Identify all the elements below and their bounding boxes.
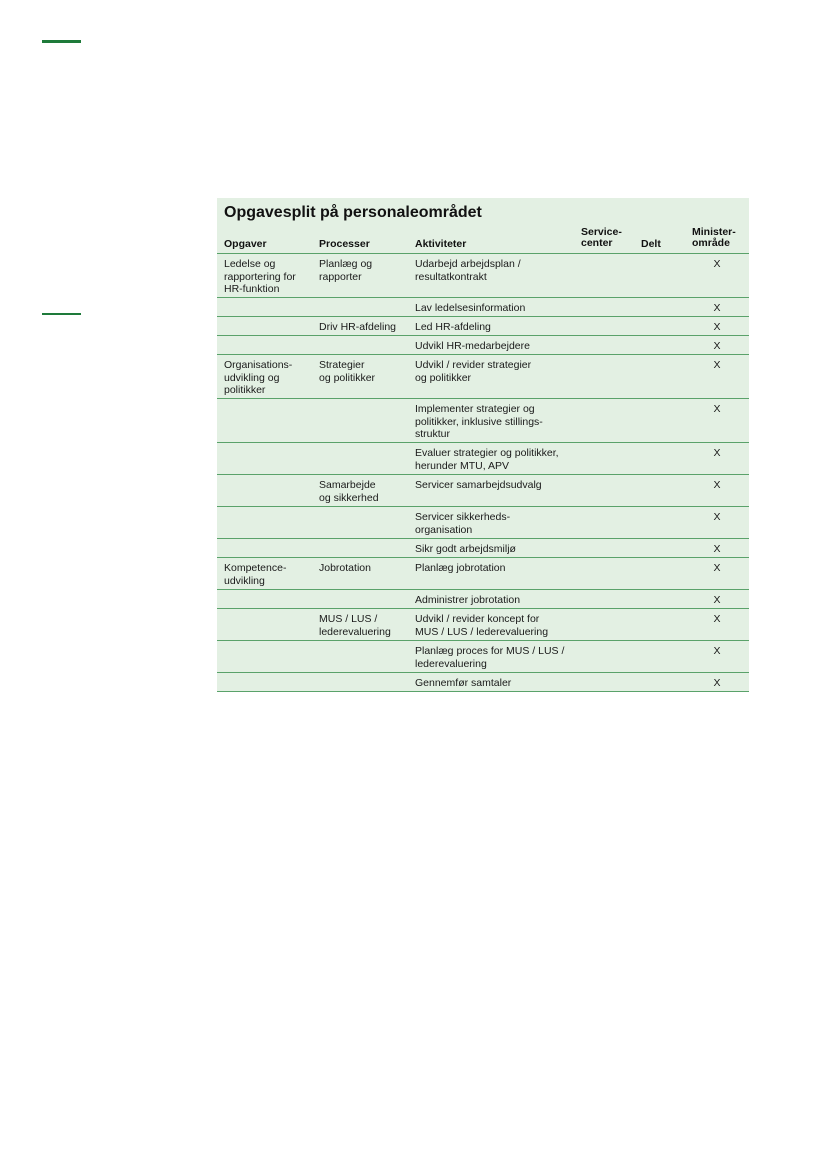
cell-aktiviteter: Udvikl HR-medarbejdere [415, 340, 530, 352]
cell-aktiviteter: Gennemfør samtaler [415, 677, 512, 689]
cell-aktiviteter: Planlæg jobrotation [415, 562, 506, 574]
table-row [217, 539, 749, 558]
cell-opgaver: Ledelse og rapportering for HR-funktion [224, 258, 296, 295]
table-row [217, 298, 749, 317]
table-row [217, 590, 749, 609]
cell-ministeromraade: X [713, 340, 721, 352]
table-row [217, 507, 749, 539]
cell-aktiviteter: Servicer sikkerheds- organisation [415, 511, 511, 536]
cell-opgaver: Kompetence- udvikling [224, 562, 287, 587]
cell-ministeromraade: X [713, 511, 721, 523]
cell-ministeromraade: X [713, 321, 721, 333]
table-row [217, 399, 749, 443]
cell-processer: Jobrotation [319, 562, 371, 574]
cell-aktiviteter: Planlæg proces for MUS / LUS / lederevaluering [415, 645, 565, 670]
table-row [217, 641, 749, 673]
cell-aktiviteter: Servicer samarbejdsudvalg [415, 479, 542, 491]
header-processer: Processer [319, 238, 370, 250]
cell-aktiviteter: Sikr godt arbejdsmiljø [415, 543, 516, 555]
cell-ministeromraade: X [713, 677, 721, 689]
cell-aktiviteter: Udarbejd arbejdsplan / resultatkontrakt [415, 258, 521, 283]
table-title: Opgavesplit på personaleområdet [224, 204, 482, 221]
table-row [217, 355, 749, 399]
accent-bar-top [42, 40, 81, 43]
header-delt: Delt [641, 238, 661, 250]
cell-processer: Planlæg og rapporter [319, 258, 373, 283]
table-row [217, 609, 749, 641]
cell-aktiviteter: Administrer jobrotation [415, 594, 521, 606]
cell-processer: Driv HR-afdeling [319, 321, 397, 333]
cell-ministeromraade: X [713, 258, 721, 270]
table-row [217, 558, 749, 590]
cell-processer: MUS / LUS / lederevaluering [319, 613, 391, 638]
row-rule [217, 691, 749, 692]
table-row [217, 317, 749, 336]
cell-aktiviteter: Evaluer strategier og politikker, herunder MTU, APV [415, 447, 559, 472]
cell-ministeromraade: X [713, 359, 721, 371]
cell-opgaver: Organisations- udvikling og politikker [224, 359, 293, 396]
table-row [217, 443, 749, 475]
cell-ministeromraade: X [713, 403, 721, 415]
cell-ministeromraade: X [713, 447, 721, 459]
cell-ministeromraade: X [713, 562, 721, 574]
task-split-table [217, 198, 749, 692]
table-row [217, 673, 749, 692]
accent-bar-margin [42, 313, 81, 315]
cell-aktiviteter: Udvikl / revider koncept for MUS / LUS / lederevaluering [415, 613, 549, 638]
table-row [217, 254, 749, 298]
cell-aktiviteter: Implementer strategier og politikker, inklusive stillings- struktur [415, 403, 543, 440]
cell-ministeromraade: X [713, 613, 721, 625]
header-aktiviteter: Aktiviteter [415, 238, 467, 250]
cell-ministeromraade: X [713, 594, 721, 606]
table-row [217, 475, 749, 507]
cell-ministeromraade: X [713, 645, 721, 657]
cell-aktiviteter: Lav ledelsesinformation [415, 302, 526, 314]
table-row [217, 336, 749, 355]
cell-processer: Strategier og politikker [319, 359, 376, 384]
cell-ministeromraade: X [713, 543, 721, 555]
cell-processer: Samarbejde og sikkerhed [319, 479, 379, 504]
cell-ministeromraade: X [713, 479, 721, 491]
cell-ministeromraade: X [713, 302, 721, 314]
cell-aktiviteter: Udvikl / revider strategier og politikker [415, 359, 532, 384]
header-ministeromraade: Minister- område [692, 226, 736, 249]
cell-aktiviteter: Led HR-afdeling [415, 321, 491, 333]
header-servicecenter: Service- center [581, 226, 622, 249]
header-opgaver: Opgaver [224, 238, 267, 250]
